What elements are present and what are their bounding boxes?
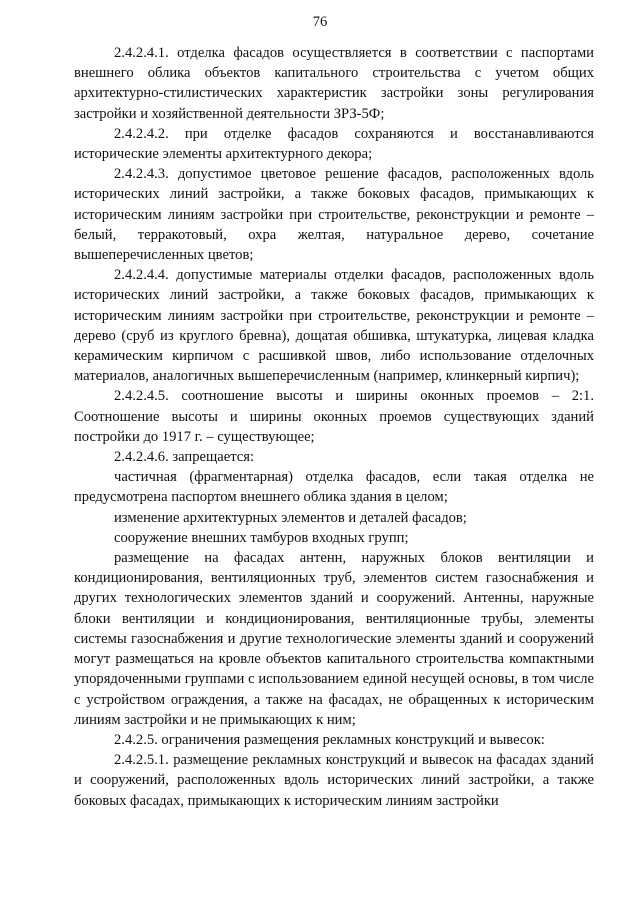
prohibition-item-vestibules: сооружение внешних тамбуров входных групп; <box>114 529 409 546</box>
paragraph-2-4-2-5: 2.4.2.5. ограничения размещения рекламных конструкций и вывесок: <box>114 731 545 748</box>
paragraph-2-4-2-4-5: 2.4.2.4.5. соотношение высоты и ширины оконных проемов – 2:1. Соотношение высоты и ширины оконных проемов существующих зданий постройки до 1917 г. – существующее; <box>74 388 594 445</box>
document-body <box>74 43 594 811</box>
prohibition-item-architectural-changes: изменение архитектурных элементов и деталей фасадов; <box>114 509 467 526</box>
paragraph-2-4-2-5-1: 2.4.2.5.1. размещение рекламных конструкций и вывесок на фасадах зданий и сооружений, расположенных вдоль исторических линий застройки, а также боковых фасадах, примыкающих к историческим линиям застройки <box>74 752 594 809</box>
paragraph-2-4-2-4-4: 2.4.2.4.4. допустимые материалы отделки фасадов, расположенных вдоль исторических линий застройки, а также боковых фасадов, примыкающих к историческим линиям застройки при строительстве, реконструкции и ремонте – дерево (сруб из круглого бревна), дощатая обшивка, штукатурка, лицевая кладка керамическим кирпичом с расшивкой швов, либо использование отделочных материалов, аналогичных вышеперечисленным (например, клинкерный кирпич); <box>74 267 594 385</box>
paragraph-2-4-2-4-6: 2.4.2.4.6. запрещается: <box>114 449 255 466</box>
prohibition-item-equipment-placement: размещение на фасадах антенн, наружных блоков вентиляции и кондиционирования, вентиляционных труб, элементов систем газоснабжения и других технологических элементов зданий и сооружений. Антенны, наружные блоки вентиляции и кондиционирования, вентиляционные трубы, элементы системы газоснабжения и другие технологические элементы зданий и сооружений могут размещаться на кровле объектов капитального строительства компактными упорядоченными группами с использованием единой несущей основы, в том числе с устройством ограждения, а также на фасадах, не обращенных к историческим линиям застройки и не примыкающих к ним; <box>74 550 594 728</box>
page-number: 76 <box>312 14 328 30</box>
paragraph-2-4-2-4-1: 2.4.2.4.1. отделка фасадов осуществляется в соответствии с паспортами внешнего облика объектов капитального строительства с учетом общих архитектурно-стилистических характеристик застройки зоны регулирования застройки и хозяйственной деятельности ЗРЗ-5Ф; <box>74 45 594 122</box>
paragraph-2-4-2-4-3: 2.4.2.4.3. допустимое цветовое решение фасадов, расположенных вдоль исторических линий застройки, а также боковых фасадов, примыкающих к историческим линиям застройки при строительстве, реконструкции и ремонте – белый, терракотовый, охра желтая, натуральное дерево, сочетание вышеперечисленных цветов; <box>74 166 594 264</box>
prohibition-item-partial-finishing: частичная (фрагментарная) отделка фасадов, если такая отделка не предусмотрена паспортом внешнего облика здания в целом; <box>74 469 594 506</box>
paragraph-2-4-2-4-2: 2.4.2.4.2. при отделке фасадов сохраняются и восстанавливаются исторические элементы архитектурного декора; <box>74 125 594 163</box>
